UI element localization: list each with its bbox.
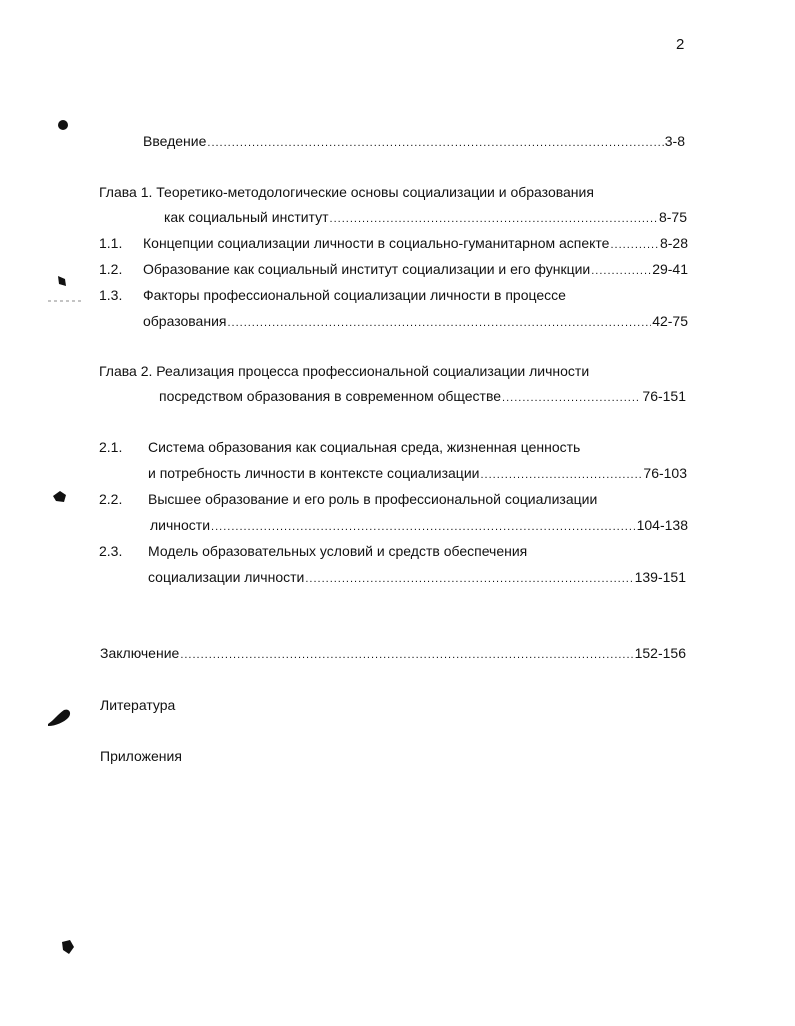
leader-dots — [227, 312, 651, 330]
section-2-2-number: 2.2. — [99, 491, 123, 507]
scan-blot-5 — [60, 938, 76, 956]
toc-section-1-3 — [143, 312, 688, 330]
section-1-3-title: Факторы профессиональной социализации личности в процессе — [143, 287, 566, 303]
section-1-1-pages: 8-28 — [659, 235, 688, 251]
leader-dots — [480, 464, 642, 482]
section-2-1-pages: 76-103 — [643, 465, 687, 481]
chapter1-pages: 8-75 — [658, 209, 687, 225]
chapter2-title: Глава 2. Реализация процесса профессиональной социализации личности — [99, 363, 590, 379]
leader-dots — [207, 132, 663, 150]
scan-blot-1 — [56, 118, 70, 132]
chapter2-title-cont: посредством образования в современном обществе — [159, 388, 502, 404]
literature-title: Литература — [100, 697, 176, 713]
section-1-2-pages: 29-41 — [652, 261, 688, 277]
section-1-2-number: 1.2. — [99, 261, 123, 277]
section-2-3-title-cont: социализации личности — [148, 569, 305, 585]
chapter1-title-cont: как социальный институт — [164, 209, 329, 225]
scan-blot-2 — [56, 274, 68, 288]
scan-blot-4 — [46, 706, 74, 728]
section-2-1-number: 2.1. — [99, 439, 123, 455]
section-2-2-title: Высшее образование и его роль в профессиональной социализации — [148, 491, 598, 507]
leader-dots — [305, 568, 633, 586]
section-2-3-title: Модель образовательных условий и средств обеспечения — [148, 543, 528, 559]
toc-section-1-1 — [143, 234, 688, 252]
leader-dots — [330, 208, 658, 226]
conclusion-title: Заключение — [100, 645, 180, 661]
appendices-title: Приложения — [100, 748, 182, 764]
section-2-3-pages: 139-151 — [634, 569, 686, 585]
toc-intro-pages: 3-8 — [664, 133, 685, 149]
chapter2-pages: 76-151 — [642, 388, 686, 404]
toc-section-2-3 — [148, 568, 686, 586]
toc-chapter1 — [164, 208, 687, 226]
leader-dots — [610, 234, 658, 252]
toc-section-2-1 — [148, 464, 687, 482]
section-1-2-title: Образование как социальный институт социализации и его функции — [143, 261, 591, 277]
toc-chapter2 — [159, 387, 686, 405]
section-2-3-number: 2.3. — [99, 543, 123, 559]
toc-intro — [143, 132, 685, 150]
leader-dots — [211, 516, 636, 534]
section-2-2-pages: 104-138 — [636, 517, 688, 533]
leader-dots — [502, 387, 641, 405]
leader-dots — [180, 644, 633, 662]
toc-section-1-2 — [143, 260, 688, 278]
page-number: 2 — [676, 36, 685, 53]
toc-intro-title: Введение — [143, 133, 207, 149]
scan-blot-3 — [52, 490, 68, 504]
section-2-1-title: Система образования как социальная среда, жизненная ценность — [148, 439, 581, 455]
section-1-1-title: Концепции социализации личности в социально-гуманитарном аспекте — [143, 235, 610, 251]
toc-conclusion — [100, 644, 686, 662]
section-2-2-title-cont: личности — [150, 517, 211, 533]
section-1-1-number: 1.1. — [99, 235, 123, 251]
toc-section-2-2 — [150, 516, 688, 534]
conclusion-pages: 152-156 — [634, 645, 686, 661]
chapter1-title: Глава 1. Теоретико-методологические основы социализации и образования — [99, 184, 594, 200]
section-1-3-pages: 42-75 — [652, 313, 688, 329]
leader-dots — [591, 260, 651, 278]
section-2-1-title-cont: и потребность личности в контексте социализации — [148, 465, 480, 481]
section-1-3-number: 1.3. — [99, 287, 123, 303]
scan-smudge — [46, 298, 86, 304]
section-1-3-title-cont: образования — [143, 313, 227, 329]
